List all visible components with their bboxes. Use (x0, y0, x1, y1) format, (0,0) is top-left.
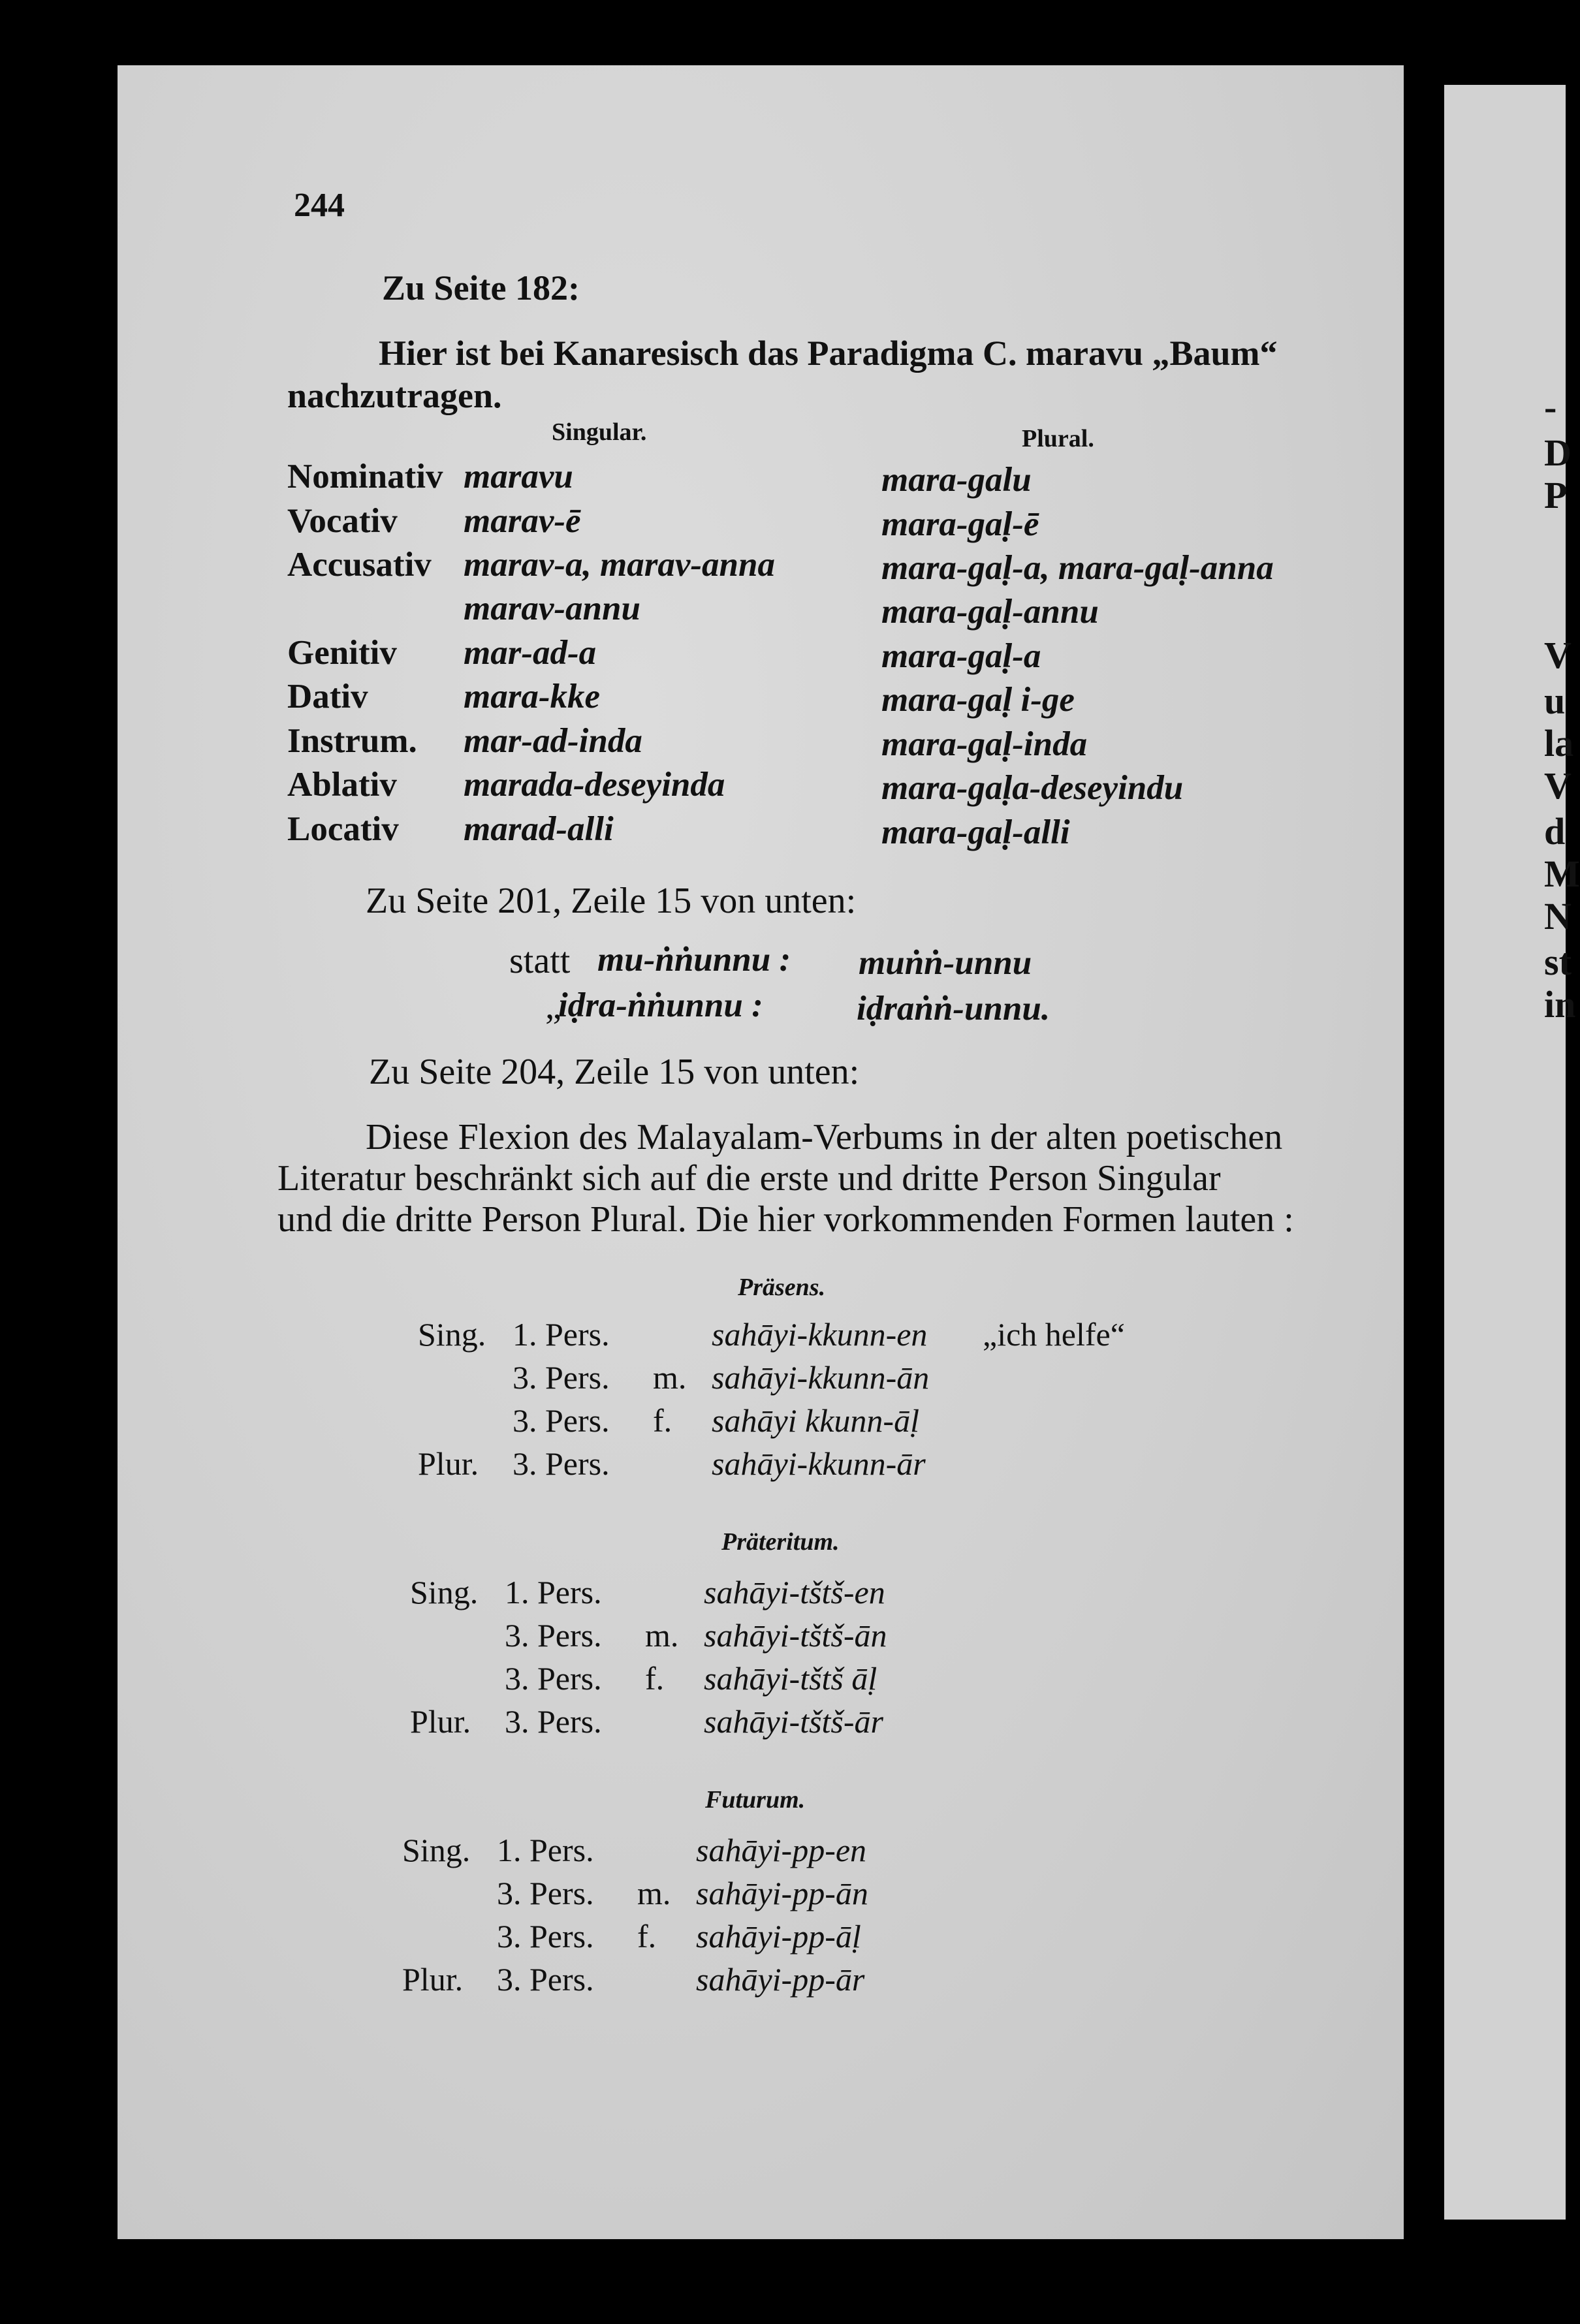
conj-gender: f. (645, 1660, 665, 1697)
conj-person: 1. Pers. (497, 1832, 594, 1868)
conj-number: Plur. (418, 1445, 479, 1482)
conj-form: sahāyi-tštš-ār (704, 1703, 883, 1740)
heading-201: Zu Seite 201, Zeile 15 von unten: (366, 881, 857, 921)
conj-number: Plur. (402, 1961, 464, 1998)
paradigm-plural: mara-galu (881, 461, 1032, 499)
paradigm-plural: mara-gaḷ-a, mara-gaḷ-anna (881, 549, 1274, 587)
conj-person: 1. Pers. (513, 1316, 610, 1353)
paragraph-line: Literatur beschränkt sich auf die erste und dritte Person Singular (277, 1158, 1221, 1199)
paradigm-singular: marav-annu (464, 589, 640, 627)
edge-fragment: V (1544, 764, 1572, 807)
correction-right: muṅṅ-unnu (859, 944, 1032, 982)
edge-fragment: N (1544, 895, 1572, 937)
conj-person: 3. Pers. (513, 1402, 610, 1439)
edge-fragment: la (1544, 722, 1574, 764)
paradigm-case: Accusativ (287, 546, 432, 584)
paradigm-case: Nominativ (287, 458, 443, 495)
paradigm-case: Locativ (287, 810, 399, 848)
paradigm-case: Dativ (287, 678, 368, 715)
intro-text: Hier ist bei Kanaresisch das Paradigma C. maravu „Baum“ (379, 334, 1278, 373)
col-plural: Plural. (1022, 425, 1094, 452)
paragraph-line: Diese Flexion des Malayalam-Verbums in der alten poetischen (366, 1117, 1283, 1157)
conj-form: sahāyi-pp-ār (696, 1961, 865, 1998)
paradigm-plural: mara-gaḷ i-ge (881, 681, 1075, 719)
conj-person: 3. Pers. (505, 1703, 602, 1740)
conj-form: sahāyi-kkunn-en (712, 1316, 928, 1353)
col-singular: Singular. (552, 418, 647, 446)
tense-name: Präsens. (738, 1274, 826, 1301)
correction-lead: statt (509, 941, 571, 981)
tense-name: Futurum. (705, 1786, 806, 1814)
paragraph-line: und die dritte Person Plural. Die hier vorkommenden Formen lauten : (277, 1199, 1294, 1240)
paradigm-plural: mara-gaḷ-inda (881, 725, 1088, 763)
correction-lead: „ (545, 986, 561, 1027)
heading-182: Zu Seite 182: (382, 268, 580, 307)
paradigm-case: Ablativ (287, 766, 397, 804)
paradigm-case: Vocativ (287, 502, 398, 540)
conj-person: 3. Pers. (497, 1875, 594, 1911)
paradigm-singular: marav-a, marav-anna (464, 546, 775, 584)
edge-fragment: M (1544, 853, 1580, 895)
paradigm-singular: maravu (464, 458, 573, 495)
edge-fragment: D (1544, 432, 1572, 474)
conj-gloss: „ich helfe“ (983, 1316, 1125, 1353)
conj-form: sahāyi-kkunn-ān (712, 1359, 930, 1396)
conj-number: Sing. (410, 1574, 479, 1610)
conj-person: 3. Pers. (505, 1660, 602, 1697)
conj-form: sahāyi-pp-en (696, 1832, 867, 1868)
edge-fragment: V (1544, 634, 1572, 676)
conj-gender: m. (653, 1359, 687, 1396)
conj-gender: m. (645, 1617, 679, 1654)
paradigm-singular: marada-deseyinda (464, 766, 725, 804)
paradigm-plural: mara-gaḷ-alli (881, 813, 1070, 851)
conj-person: 3. Pers. (505, 1617, 602, 1654)
tense-name: Präteritum. (721, 1528, 840, 1556)
edge-fragment: in (1544, 983, 1576, 1026)
edge-fragment: st (1544, 941, 1572, 983)
conj-person: 3. Pers. (497, 1918, 594, 1955)
conj-form: sahāyi-tštš āḷ (704, 1660, 877, 1697)
edge-fragment: d (1544, 810, 1566, 853)
paradigm-plural: mara-gaḷa-deseyindu (881, 769, 1184, 807)
conj-number: Plur. (410, 1703, 471, 1740)
conj-form: sahāyi-tštš-ān (704, 1617, 887, 1654)
correction-right: iḍraṅṅ-unnu. (857, 990, 1051, 1028)
conj-person: 3. Pers. (513, 1359, 610, 1396)
intro-line-1 (379, 333, 1278, 373)
conj-person: 3. Pers. (497, 1961, 594, 1998)
correction-wrong: mu-ṅṅunnu : (597, 941, 791, 979)
conj-person: 1. Pers. (505, 1574, 602, 1610)
heading-204: Zu Seite 204, Zeile 15 von unten: (369, 1052, 860, 1092)
conj-person: 3. Pers. (513, 1445, 610, 1482)
conj-gender: m. (637, 1875, 671, 1911)
conj-form: sahāyi kkunn-āḷ (712, 1402, 919, 1439)
conj-form: sahāyi-tštš-en (704, 1574, 885, 1610)
correction-wrong: iḍra-ṅṅunnu : (558, 986, 763, 1024)
paradigm-case: Genitiv (287, 634, 397, 672)
conj-number: Sing. (418, 1316, 486, 1353)
edge-fragment: P (1544, 474, 1568, 516)
conj-form: sahāyi-pp-āḷ (696, 1918, 861, 1955)
edge-fragment: - (1544, 386, 1557, 428)
conj-form: sahāyi-pp-ān (696, 1875, 868, 1911)
paradigm-case: Instrum. (287, 722, 417, 760)
conj-form: sahāyi-kkunn-ār (712, 1445, 926, 1482)
paradigm-singular: mar-ad-a (464, 634, 597, 672)
page-number: 244 (294, 187, 345, 224)
edge-fragment: u (1544, 680, 1566, 722)
conj-gender: f. (653, 1402, 672, 1439)
paradigm-singular: mar-ad-inda (464, 722, 642, 760)
paradigm-singular: mara-kke (464, 678, 601, 715)
paradigm-singular: marav-ē (464, 502, 581, 540)
paradigm-plural: mara-gaḷ-annu (881, 593, 1099, 631)
paradigm-plural: mara-gaḷ-ē (881, 505, 1039, 543)
conj-gender: f. (637, 1918, 657, 1955)
intro-line-2: nachzutragen. (287, 376, 502, 415)
paradigm-plural: mara-gaḷ-a (881, 637, 1041, 675)
paradigm-singular: marad-alli (464, 810, 614, 848)
conj-number: Sing. (402, 1832, 471, 1868)
